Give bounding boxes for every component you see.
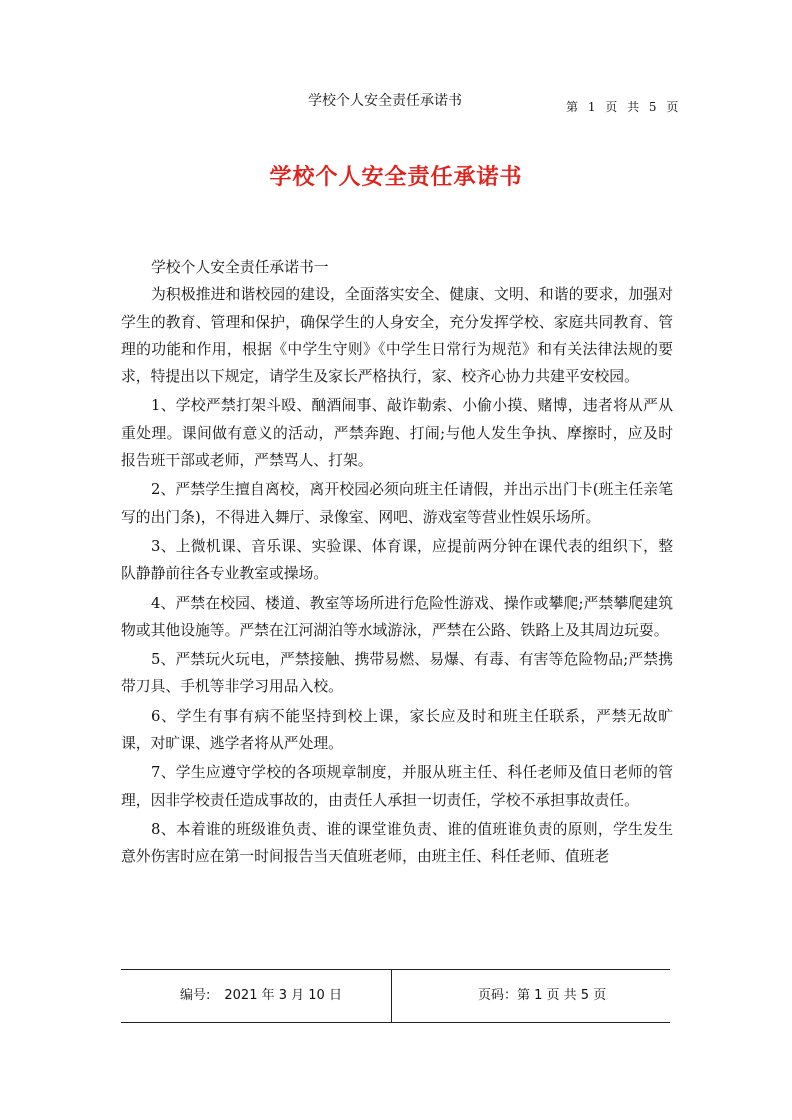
footer-date: 2021 年 3 月 10 日 <box>224 988 342 1003</box>
document-title: 学校个人安全责任承诺书 <box>269 165 523 190</box>
paragraph-rule-7: 7、学生应遵守学校的各项规章制度，并服从班主任、科任老师及值日老师的管理，因非学校责任造成事故的，由责任人承担一切责任，学校不承担事故责任。 <box>121 764 673 809</box>
footer-top-rule <box>121 969 670 970</box>
paragraph-rule-6: 6、学生有事有病不能坚持到校上课，家长应及时和班主任联系，严禁无故旷课，对旷课、逃学者将从严处理。 <box>121 707 673 753</box>
footer-page-code: 页码：第 1 页 共 5 页 <box>478 988 607 1003</box>
header-page-indicator: 第 1 页 共 5 页 <box>566 100 682 114</box>
paragraph-rule-8: 8、本着谁的班级谁负责、谁的课堂谁负责、谁的值班谁负责的原则，学生发生意外伤害时应在第一时间报告当天值班老师，由班主任、科任老师、值班老 <box>121 820 673 866</box>
footer-number-label: 编号: <box>180 988 211 1003</box>
footer-number-cell <box>180 984 342 1003</box>
paragraph-intro: 为积极推进和谐校园的建设，全面落实安全、健康、文明、和谐的要求，加强对学生的教育、管理和保护，确保学生的人身安全，充分发挥学校、家庭共同教育、管理的功能和作用，根据《中学生守则》《中学生日常行为规范》和有关法律法规的要求，特提出以下规定，请学生及家长严格执行，家、校齐心协力共建平安校园。 <box>121 286 673 386</box>
paragraph-rule-2: 2、严禁学生擅自离校，离开校园必须向班主任请假，并出示出门卡(班主任亲笔写的出门条)，不得进入舞厅、录像室、网吧、游戏室等营业性娱乐场所。 <box>121 481 673 526</box>
paragraph-rule-1: 1、学校严禁打架斗殴、酗酒闹事、敲诈勒索、小偷小摸、赌博，违者将从严从重处理。课间做有意义的活动，严禁奔跑、打闹;与他人发生争执、摩擦时，应及时报告班干部或老师，严禁骂人、打架。 <box>121 397 673 470</box>
running-header-title: 学校个人安全责任承诺书 <box>308 93 462 109</box>
paragraph-rule-5: 5、严禁玩火玩电，严禁接触、携带易燃、易爆、有毒、有害等危险物品;严禁携带刀具、手机等非学习用品入校。 <box>121 651 673 696</box>
footer-bottom-rule <box>121 1022 670 1023</box>
paragraph-rule-4: 4、严禁在校园、楼道、教室等场所进行危险性游戏、操作或攀爬;严禁攀爬建筑物或其他设施等。严禁在江河湖泊等水域游泳，严禁在公路、铁路上及其周边玩耍。 <box>121 594 673 639</box>
footer-divider <box>391 969 392 1022</box>
document-subtitle: 学校个人安全责任承诺书一 <box>151 259 329 276</box>
document-body <box>121 254 673 871</box>
paragraph-rule-3: 3、上微机课、音乐课、实验课、体育课，应提前两分钟在课代表的组织下，整队静静前往各专业教室或操场。 <box>121 537 673 583</box>
